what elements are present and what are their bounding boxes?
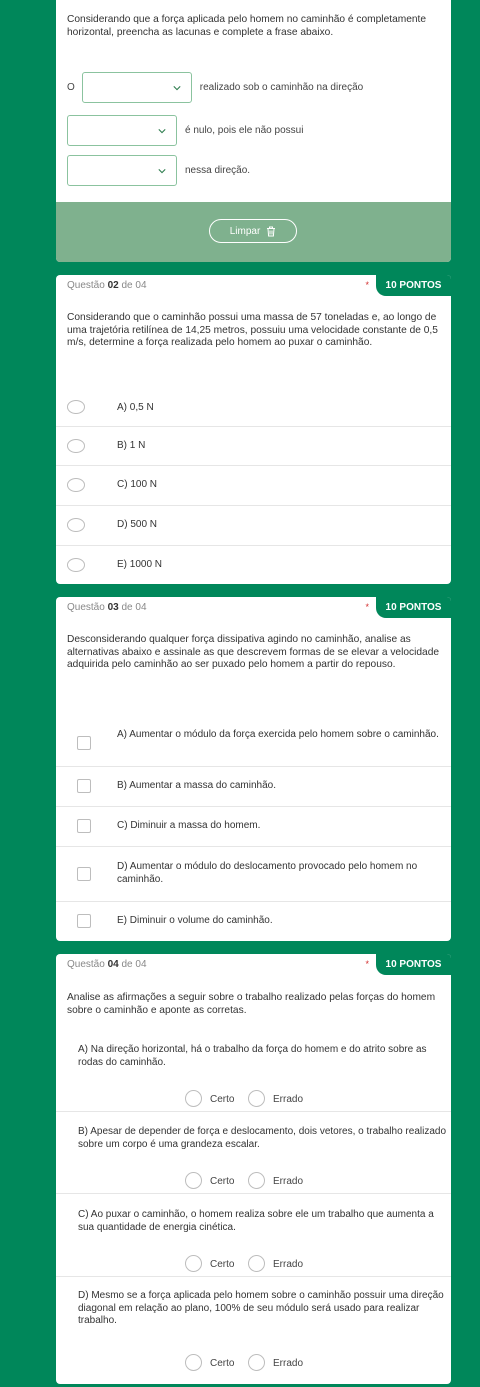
- true-false-row-b: [56, 1168, 451, 1194]
- option-label: D) Aumentar o módulo do deslocamento provocado pelo homem no caminhão.: [117, 861, 418, 885]
- radio-button[interactable]: [67, 400, 85, 414]
- option-row[interactable]: [56, 465, 451, 505]
- question-2-text: Considerando que o caminhão possui uma massa de 57 toneladas e, ao longo de uma trajetória retilínea de 14,25 metros, possuiu uma velocidade constante de 0,5 m/s, determine a força realizada pelo homem ao puxar o caminhão.: [67, 312, 438, 349]
- question-4-text: Analise as afirmações a seguir sobre o trabalho realizado pelas forças do homem sobre o caminhão e aponte as corretas.: [67, 992, 436, 1016]
- points-badge: 10 PONTOS: [376, 954, 451, 975]
- option-row[interactable]: [56, 901, 451, 941]
- statement-c: C) Ao puxar o caminhão, o homem realiza sobre ele um trabalho que aumenta a sua quantidade de energia cinética.: [78, 1209, 434, 1233]
- false-label: Errado: [273, 1358, 304, 1369]
- true-false-row-d: [56, 1350, 451, 1376]
- question-4-header: [56, 954, 451, 975]
- statement-a: A) Na direção horizontal, há o trabalho da força do homem e do atrito sobre as rodas do caminhão.: [78, 1044, 427, 1068]
- radio-button[interactable]: [67, 439, 85, 453]
- blank-dropdown-1[interactable]: [82, 72, 192, 103]
- option-row[interactable]: [56, 846, 451, 901]
- option-label: D) 500 N: [117, 519, 158, 531]
- false-label: Errado: [273, 1176, 304, 1187]
- true-false-row-c: [56, 1251, 451, 1277]
- blank-dropdown-2[interactable]: [67, 115, 177, 146]
- true-radio[interactable]: [185, 1090, 202, 1107]
- checkbox[interactable]: [77, 736, 91, 750]
- checkbox[interactable]: [77, 779, 91, 793]
- checkbox[interactable]: [77, 914, 91, 928]
- question-1-footer: [56, 202, 451, 262]
- true-label: Certo: [210, 1358, 235, 1369]
- fill-line-3-suffix: nessa direção.: [185, 165, 251, 176]
- question-1-card: [56, 0, 451, 262]
- fill-line-3: [67, 155, 250, 186]
- required-mark: *: [365, 602, 369, 612]
- question-4-card: [56, 954, 451, 1384]
- option-row[interactable]: [56, 545, 451, 584]
- chevron-down-icon: [173, 84, 181, 92]
- false-label: Errado: [273, 1094, 304, 1105]
- option-label: C) Diminuir a massa do homem.: [117, 820, 261, 832]
- option-row[interactable]: [56, 766, 451, 806]
- fill-line-1: [67, 72, 363, 103]
- option-label: E) 1000 N: [117, 558, 163, 570]
- question-2-card: [56, 275, 451, 584]
- option-label: E) Diminuir o volume do caminhão.: [117, 915, 273, 927]
- question-1-text: Considerando que a força aplicada pelo homem no caminhão é completamente horizontal, preencha as lacunas e complete a frase abaixo.: [67, 14, 427, 38]
- option-row[interactable]: [56, 806, 451, 846]
- question-2-header: [56, 275, 451, 296]
- points-badge: 10 PONTOS: [376, 597, 451, 618]
- blank-dropdown-3[interactable]: [67, 155, 177, 186]
- question-2-counter: Questão 02 de 04: [67, 280, 147, 291]
- radio-button[interactable]: [67, 558, 85, 572]
- question-3-card: [56, 597, 451, 941]
- false-radio[interactable]: [248, 1090, 265, 1107]
- checkbox[interactable]: [77, 867, 91, 881]
- true-label: Certo: [210, 1094, 235, 1105]
- checkbox[interactable]: [77, 819, 91, 833]
- option-label: C) 100 N: [117, 479, 158, 491]
- option-label: A) Aumentar o módulo da força exercida pelo homem sobre o caminhão.: [117, 729, 439, 740]
- question-3-header: [56, 597, 451, 618]
- option-label: B) 1 N: [117, 439, 146, 451]
- required-mark: *: [365, 280, 369, 290]
- points-badge: 10 PONTOS: [376, 275, 451, 296]
- question-4-counter: Questão 04 de 04: [67, 959, 147, 970]
- chevron-down-icon: [158, 167, 166, 175]
- required-mark: *: [365, 959, 369, 969]
- false-label: Errado: [273, 1259, 304, 1270]
- option-row[interactable]: [56, 721, 451, 766]
- option-row[interactable]: [56, 505, 451, 545]
- option-row[interactable]: [56, 390, 451, 426]
- true-radio[interactable]: [185, 1255, 202, 1272]
- fill-line-1-prefix: O: [67, 82, 75, 93]
- true-label: Certo: [210, 1259, 235, 1270]
- option-label: A) 0,5 N: [117, 401, 154, 413]
- true-radio[interactable]: [185, 1172, 202, 1189]
- true-radio[interactable]: [185, 1354, 202, 1371]
- false-radio[interactable]: [248, 1354, 265, 1371]
- option-label: B) Aumentar a massa do caminhão.: [117, 780, 276, 792]
- question-3-counter: Questão 03 de 04: [67, 602, 147, 613]
- clear-button[interactable]: [209, 219, 297, 243]
- question-3-text: Desconsiderando qualquer força dissipativa agindo no caminhão, analise as alternativas abaixo e assinale as que descrevem formas de se elevar a velocidade adquirida pelo caminhão ao ser puxado pelo homem a partir do repouso.: [67, 634, 440, 671]
- true-label: Certo: [210, 1176, 235, 1187]
- fill-line-2-suffix: é nulo, pois ele não possui: [185, 125, 304, 136]
- true-false-row-a: [56, 1086, 451, 1112]
- statement-b: B) Apesar de depender de força e deslocamento, dois vetores, o trabalho realizado sobre um corpo é uma grandeza escalar.: [78, 1126, 447, 1150]
- false-radio[interactable]: [248, 1255, 265, 1272]
- clear-button-label: Limpar: [229, 225, 261, 237]
- fill-line-1-suffix: realizado sob o caminhão na direção: [199, 82, 364, 93]
- statement-d: D) Mesmo se a força aplicada pelo homem sobre o caminhão possuir uma direção diagonal em relação ao plano, 100% de seu módulo será usado para realizar trabalho.: [78, 1290, 444, 1327]
- radio-button[interactable]: [67, 518, 85, 532]
- false-radio[interactable]: [248, 1172, 265, 1189]
- option-row[interactable]: [56, 426, 451, 465]
- trash-icon: [266, 226, 276, 237]
- fill-line-2: [67, 115, 303, 146]
- chevron-down-icon: [158, 127, 166, 135]
- radio-button[interactable]: [67, 478, 85, 492]
